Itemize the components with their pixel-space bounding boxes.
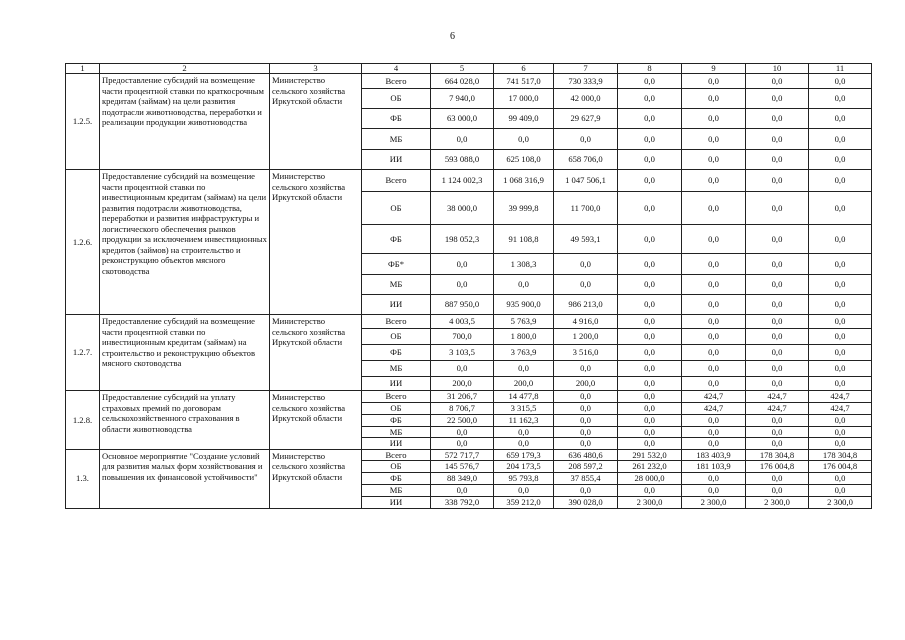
value-cell: 0,0 bbox=[746, 414, 809, 426]
funding-source: ИИ bbox=[362, 377, 431, 391]
funding-source: ФБ bbox=[362, 345, 431, 361]
value-cell: 0,0 bbox=[618, 485, 682, 497]
header-row bbox=[66, 64, 872, 74]
value-cell: 0,0 bbox=[554, 402, 618, 414]
value-cell: 0,0 bbox=[554, 414, 618, 426]
value-cell: 0,0 bbox=[554, 254, 618, 275]
header-cell: 1 bbox=[66, 64, 100, 74]
value-cell: 0,0 bbox=[431, 129, 494, 150]
table-row bbox=[66, 74, 872, 89]
value-cell: 658 706,0 bbox=[554, 150, 618, 170]
item-code: 1.3. bbox=[66, 449, 100, 508]
item-executor: Министерство сельского хозяйства Иркутской области bbox=[270, 315, 362, 391]
value-cell: 42 000,0 bbox=[554, 89, 618, 109]
value-cell: 0,0 bbox=[618, 129, 682, 150]
value-cell: 0,0 bbox=[618, 391, 682, 403]
value-cell: 659 179,3 bbox=[494, 449, 554, 461]
value-cell: 0,0 bbox=[746, 129, 809, 150]
funding-source: Всего bbox=[362, 391, 431, 403]
value-cell: 0,0 bbox=[809, 254, 872, 275]
value-cell: 0,0 bbox=[746, 150, 809, 170]
budget-table bbox=[65, 63, 872, 509]
value-cell: 0,0 bbox=[746, 275, 809, 295]
value-cell: 424,7 bbox=[682, 391, 746, 403]
funding-source: МБ bbox=[362, 361, 431, 377]
value-cell: 0,0 bbox=[618, 414, 682, 426]
value-cell: 424,7 bbox=[809, 402, 872, 414]
value-cell: 7 940,0 bbox=[431, 89, 494, 109]
value-cell: 0,0 bbox=[618, 254, 682, 275]
value-cell: 0,0 bbox=[494, 426, 554, 438]
value-cell: 176 004,8 bbox=[809, 461, 872, 473]
value-cell: 145 576,7 bbox=[431, 461, 494, 473]
value-cell: 390 028,0 bbox=[554, 496, 618, 508]
value-cell: 0,0 bbox=[809, 129, 872, 150]
value-cell: 0,0 bbox=[809, 109, 872, 129]
value-cell: 0,0 bbox=[682, 426, 746, 438]
funding-source: ОБ bbox=[362, 329, 431, 345]
item-executor: Министерство сельского хозяйства Иркутской области bbox=[270, 74, 362, 170]
value-cell: 176 004,8 bbox=[746, 461, 809, 473]
item-code: 1.2.7. bbox=[66, 315, 100, 391]
value-cell: 0,0 bbox=[746, 473, 809, 485]
value-cell: 0,0 bbox=[682, 129, 746, 150]
item-code: 1.2.5. bbox=[66, 74, 100, 170]
value-cell: 0,0 bbox=[618, 295, 682, 315]
value-cell: 22 500,0 bbox=[431, 414, 494, 426]
value-cell: 1 124 002,3 bbox=[431, 170, 494, 192]
value-cell: 0,0 bbox=[618, 426, 682, 438]
value-cell: 986 213,0 bbox=[554, 295, 618, 315]
value-cell: 0,0 bbox=[494, 438, 554, 450]
value-cell: 3 763,9 bbox=[494, 345, 554, 361]
value-cell: 664 028,0 bbox=[431, 74, 494, 89]
value-cell: 0,0 bbox=[554, 438, 618, 450]
item-code: 1.2.6. bbox=[66, 170, 100, 315]
value-cell: 1 047 506,1 bbox=[554, 170, 618, 192]
funding-source: Всего bbox=[362, 449, 431, 461]
value-cell: 0,0 bbox=[618, 361, 682, 377]
value-cell: 0,0 bbox=[809, 89, 872, 109]
value-cell: 208 597,2 bbox=[554, 461, 618, 473]
value-cell: 359 212,0 bbox=[494, 496, 554, 508]
item-executor: Министерство сельского хозяйства Иркутской области bbox=[270, 170, 362, 315]
value-cell: 63 000,0 bbox=[431, 109, 494, 129]
value-cell: 0,0 bbox=[618, 438, 682, 450]
value-cell: 0,0 bbox=[431, 438, 494, 450]
value-cell: 178 304,8 bbox=[746, 449, 809, 461]
header-cell: 3 bbox=[270, 64, 362, 74]
value-cell: 424,7 bbox=[746, 391, 809, 403]
value-cell: 291 532,0 bbox=[618, 449, 682, 461]
item-title: Предоставление субсидий на возмещение части процентной ставки по краткосрочным кредитам (займам) на цели развития подотрасли животноводства, переработки и реализации продукции животноводства bbox=[100, 74, 270, 170]
value-cell: 0,0 bbox=[809, 225, 872, 254]
value-cell: 0,0 bbox=[618, 109, 682, 129]
value-cell: 0,0 bbox=[746, 170, 809, 192]
value-cell: 572 717,7 bbox=[431, 449, 494, 461]
value-cell: 88 349,0 bbox=[431, 473, 494, 485]
funding-source: ИИ bbox=[362, 496, 431, 508]
value-cell: 0,0 bbox=[682, 192, 746, 225]
value-cell: 0,0 bbox=[494, 361, 554, 377]
value-cell: 28 000,0 bbox=[618, 473, 682, 485]
value-cell: 95 793,8 bbox=[494, 473, 554, 485]
funding-source: ФБ bbox=[362, 109, 431, 129]
page-number: 6 bbox=[450, 31, 455, 42]
value-cell: 0,0 bbox=[746, 426, 809, 438]
value-cell: 0,0 bbox=[809, 426, 872, 438]
funding-source: ИИ bbox=[362, 150, 431, 170]
value-cell: 0,0 bbox=[809, 361, 872, 377]
value-cell: 3 315,5 bbox=[494, 402, 554, 414]
value-cell: 0,0 bbox=[431, 485, 494, 497]
value-cell: 1 800,0 bbox=[494, 329, 554, 345]
value-cell: 593 088,0 bbox=[431, 150, 494, 170]
header-cell: 9 bbox=[682, 64, 746, 74]
value-cell: 38 000,0 bbox=[431, 192, 494, 225]
value-cell: 0,0 bbox=[554, 361, 618, 377]
value-cell: 0,0 bbox=[746, 74, 809, 89]
value-cell: 2 300,0 bbox=[618, 496, 682, 508]
funding-source: ФБ bbox=[362, 225, 431, 254]
value-cell: 1 200,0 bbox=[554, 329, 618, 345]
header-cell: 5 bbox=[431, 64, 494, 74]
funding-source: ОБ bbox=[362, 89, 431, 109]
value-cell: 99 409,0 bbox=[494, 109, 554, 129]
value-cell: 0,0 bbox=[431, 275, 494, 295]
value-cell: 0,0 bbox=[554, 426, 618, 438]
value-cell: 0,0 bbox=[682, 377, 746, 391]
header-cell: 7 bbox=[554, 64, 618, 74]
value-cell: 0,0 bbox=[746, 192, 809, 225]
funding-source: Всего bbox=[362, 315, 431, 329]
header-cell: 11 bbox=[809, 64, 872, 74]
header-cell: 8 bbox=[618, 64, 682, 74]
value-cell: 0,0 bbox=[682, 345, 746, 361]
value-cell: 200,0 bbox=[494, 377, 554, 391]
value-cell: 730 333,9 bbox=[554, 74, 618, 89]
value-cell: 0,0 bbox=[746, 361, 809, 377]
funding-source: ФБ bbox=[362, 473, 431, 485]
item-executor: Министерство сельского хозяйства Иркутской области bbox=[270, 449, 362, 508]
value-cell: 424,7 bbox=[682, 402, 746, 414]
value-cell: 0,0 bbox=[682, 254, 746, 275]
value-cell: 0,0 bbox=[618, 402, 682, 414]
value-cell: 424,7 bbox=[746, 402, 809, 414]
header-cell: 4 bbox=[362, 64, 431, 74]
funding-source: ФБ* bbox=[362, 254, 431, 275]
value-cell: 0,0 bbox=[809, 414, 872, 426]
value-cell: 0,0 bbox=[746, 109, 809, 129]
value-cell: 0,0 bbox=[809, 345, 872, 361]
value-cell: 0,0 bbox=[809, 295, 872, 315]
value-cell: 2 300,0 bbox=[746, 496, 809, 508]
value-cell: 0,0 bbox=[682, 485, 746, 497]
value-cell: 11 700,0 bbox=[554, 192, 618, 225]
value-cell: 200,0 bbox=[431, 377, 494, 391]
value-cell: 0,0 bbox=[809, 275, 872, 295]
value-cell: 0,0 bbox=[494, 485, 554, 497]
funding-source: МБ bbox=[362, 426, 431, 438]
value-cell: 5 763,9 bbox=[494, 315, 554, 329]
value-cell: 0,0 bbox=[746, 345, 809, 361]
header-cell: 6 bbox=[494, 64, 554, 74]
value-cell: 0,0 bbox=[682, 170, 746, 192]
value-cell: 183 403,9 bbox=[682, 449, 746, 461]
value-cell: 0,0 bbox=[746, 225, 809, 254]
value-cell: 0,0 bbox=[618, 150, 682, 170]
value-cell: 741 517,0 bbox=[494, 74, 554, 89]
funding-source: ИИ bbox=[362, 438, 431, 450]
item-title: Предоставление субсидий на возмещение части процентной ставки по инвестиционным кредитам (займам) на цели развития подотрасли животноводства, переработки и развития инфраструктуры и логистического обеспечения рынков продукции за исключением инвестиционных кредитов (займов) на строительство и реконструкцию объектов мясного скотоводства bbox=[100, 170, 270, 315]
value-cell: 636 480,6 bbox=[554, 449, 618, 461]
value-cell: 0,0 bbox=[809, 438, 872, 450]
value-cell: 0,0 bbox=[809, 377, 872, 391]
value-cell: 261 232,0 bbox=[618, 461, 682, 473]
value-cell: 2 300,0 bbox=[682, 496, 746, 508]
value-cell: 0,0 bbox=[746, 438, 809, 450]
funding-source: МБ bbox=[362, 485, 431, 497]
funding-source: МБ bbox=[362, 275, 431, 295]
value-cell: 29 627,9 bbox=[554, 109, 618, 129]
value-cell: 0,0 bbox=[618, 74, 682, 89]
item-executor: Министерство сельского хозяйства Иркутской области bbox=[270, 391, 362, 450]
value-cell: 0,0 bbox=[682, 315, 746, 329]
value-cell: 181 103,9 bbox=[682, 461, 746, 473]
value-cell: 31 206,7 bbox=[431, 391, 494, 403]
value-cell: 0,0 bbox=[682, 438, 746, 450]
value-cell: 8 706,7 bbox=[431, 402, 494, 414]
value-cell: 0,0 bbox=[682, 473, 746, 485]
value-cell: 0,0 bbox=[618, 275, 682, 295]
value-cell: 0,0 bbox=[682, 74, 746, 89]
funding-source: Всего bbox=[362, 170, 431, 192]
value-cell: 0,0 bbox=[682, 295, 746, 315]
value-cell: 0,0 bbox=[494, 275, 554, 295]
value-cell: 1 068 316,9 bbox=[494, 170, 554, 192]
value-cell: 0,0 bbox=[554, 485, 618, 497]
value-cell: 3 516,0 bbox=[554, 345, 618, 361]
value-cell: 0,0 bbox=[809, 170, 872, 192]
value-cell: 198 052,3 bbox=[431, 225, 494, 254]
value-cell: 0,0 bbox=[809, 485, 872, 497]
table-row bbox=[66, 170, 872, 192]
value-cell: 0,0 bbox=[618, 315, 682, 329]
value-cell: 0,0 bbox=[494, 129, 554, 150]
value-cell: 0,0 bbox=[618, 225, 682, 254]
value-cell: 91 108,8 bbox=[494, 225, 554, 254]
table-row bbox=[66, 315, 872, 329]
value-cell: 0,0 bbox=[682, 225, 746, 254]
value-cell: 11 162,3 bbox=[494, 414, 554, 426]
table-row bbox=[66, 391, 872, 403]
funding-source: МБ bbox=[362, 129, 431, 150]
value-cell: 0,0 bbox=[746, 485, 809, 497]
header-cell: 2 bbox=[100, 64, 270, 74]
value-cell: 0,0 bbox=[746, 295, 809, 315]
value-cell: 0,0 bbox=[554, 391, 618, 403]
value-cell: 0,0 bbox=[809, 192, 872, 225]
value-cell: 700,0 bbox=[431, 329, 494, 345]
value-cell: 424,7 bbox=[809, 391, 872, 403]
value-cell: 0,0 bbox=[746, 254, 809, 275]
header-cell: 10 bbox=[746, 64, 809, 74]
item-title: Основное мероприятие "Создание условий для развития малых форм хозяйствования и повышения их финансовой устойчивости" bbox=[100, 449, 270, 508]
value-cell: 0,0 bbox=[746, 377, 809, 391]
value-cell: 2 300,0 bbox=[809, 496, 872, 508]
value-cell: 49 593,1 bbox=[554, 225, 618, 254]
value-cell: 0,0 bbox=[809, 315, 872, 329]
value-cell: 0,0 bbox=[746, 315, 809, 329]
funding-source: ОБ bbox=[362, 192, 431, 225]
funding-source: ФБ bbox=[362, 414, 431, 426]
value-cell: 200,0 bbox=[554, 377, 618, 391]
value-cell: 0,0 bbox=[682, 361, 746, 377]
item-title: Предоставление субсидий на возмещение части процентной ставки по инвестиционным кредитам (займам) на строительство и реконструкцию объектов мясного скотоводства bbox=[100, 315, 270, 391]
value-cell: 0,0 bbox=[809, 150, 872, 170]
table-row bbox=[66, 449, 872, 461]
funding-source: ОБ bbox=[362, 402, 431, 414]
value-cell: 17 000,0 bbox=[494, 89, 554, 109]
value-cell: 0,0 bbox=[746, 89, 809, 109]
item-title: Предоставление субсидий на уплату страховых премий по договорам сельскохозяйственного страхования в области животноводства bbox=[100, 391, 270, 450]
value-cell: 0,0 bbox=[618, 329, 682, 345]
value-cell: 0,0 bbox=[682, 89, 746, 109]
value-cell: 0,0 bbox=[431, 361, 494, 377]
value-cell: 0,0 bbox=[682, 150, 746, 170]
value-cell: 37 855,4 bbox=[554, 473, 618, 485]
value-cell: 0,0 bbox=[431, 426, 494, 438]
value-cell: 625 108,0 bbox=[494, 150, 554, 170]
funding-source: ОБ bbox=[362, 461, 431, 473]
value-cell: 0,0 bbox=[809, 74, 872, 89]
value-cell: 0,0 bbox=[746, 329, 809, 345]
value-cell: 4 916,0 bbox=[554, 315, 618, 329]
value-cell: 178 304,8 bbox=[809, 449, 872, 461]
value-cell: 0,0 bbox=[618, 345, 682, 361]
value-cell: 338 792,0 bbox=[431, 496, 494, 508]
value-cell: 935 900,0 bbox=[494, 295, 554, 315]
value-cell: 0,0 bbox=[809, 473, 872, 485]
value-cell: 0,0 bbox=[682, 329, 746, 345]
value-cell: 1 308,3 bbox=[494, 254, 554, 275]
value-cell: 0,0 bbox=[554, 129, 618, 150]
value-cell: 0,0 bbox=[809, 329, 872, 345]
value-cell: 3 103,5 bbox=[431, 345, 494, 361]
value-cell: 0,0 bbox=[618, 89, 682, 109]
value-cell: 204 173,5 bbox=[494, 461, 554, 473]
value-cell: 0,0 bbox=[682, 109, 746, 129]
value-cell: 0,0 bbox=[682, 275, 746, 295]
value-cell: 0,0 bbox=[618, 377, 682, 391]
value-cell: 39 999,8 bbox=[494, 192, 554, 225]
value-cell: 0,0 bbox=[682, 414, 746, 426]
value-cell: 0,0 bbox=[618, 192, 682, 225]
value-cell: 14 477,8 bbox=[494, 391, 554, 403]
value-cell: 887 950,0 bbox=[431, 295, 494, 315]
item-code: 1.2.8. bbox=[66, 391, 100, 450]
funding-source: ИИ bbox=[362, 295, 431, 315]
value-cell: 0,0 bbox=[431, 254, 494, 275]
funding-source: Всего bbox=[362, 74, 431, 89]
value-cell: 0,0 bbox=[618, 170, 682, 192]
value-cell: 0,0 bbox=[554, 275, 618, 295]
value-cell: 4 003,5 bbox=[431, 315, 494, 329]
